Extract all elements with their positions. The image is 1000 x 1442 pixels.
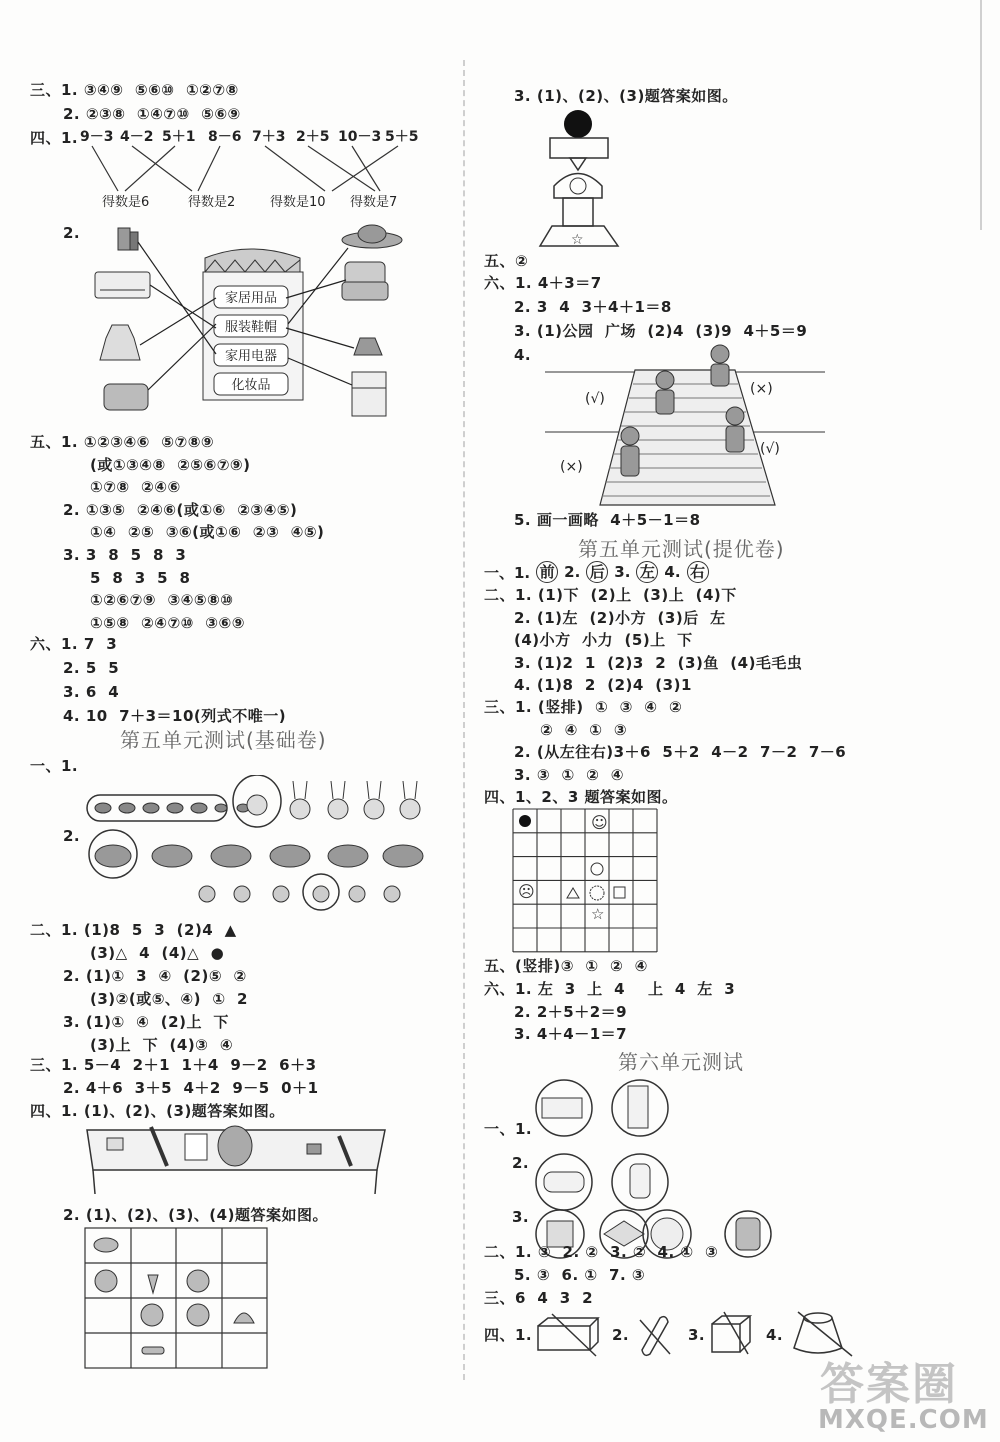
shop-label-2: 服装鞋帽 bbox=[224, 320, 278, 335]
adv-2-line-4: 3. (1)2 1 (2)3 2 (3)鱼 (4)毛毛虫 bbox=[514, 653, 803, 672]
expression-1: 9－3 bbox=[80, 129, 114, 145]
u5b-2-line-6: (3)上 下 (4)③ ④ bbox=[90, 1036, 234, 1054]
page-edge-shadow bbox=[980, 0, 982, 230]
stairs-picture bbox=[545, 340, 830, 508]
expression-matching-diagram bbox=[80, 126, 440, 216]
cut-cube-picture bbox=[708, 1310, 752, 1356]
unit6-title: 第六单元测试 bbox=[618, 1050, 744, 1074]
adv-3-line-1: 三、1. (竖排) ① ③ ④ ② bbox=[484, 698, 683, 716]
rabbit-icons bbox=[247, 781, 420, 819]
u5b-2-line-1: 二、1. (1)8 5 3 (2)4 ▲ bbox=[30, 921, 237, 939]
u6-3-line: 三、6 4 3 2 bbox=[484, 1289, 594, 1307]
puppy-icon bbox=[141, 1304, 163, 1326]
bee-icons bbox=[199, 886, 400, 902]
u6-1-1-prefix: 一、1. bbox=[484, 1120, 533, 1138]
u6-2-line-1: 二、1. ③ 2. ② 3. ② 4. ① ③ bbox=[484, 1243, 719, 1261]
blanket-icon bbox=[104, 384, 148, 410]
result-label-4: 得数是7 bbox=[350, 195, 398, 210]
adv-1-num-3: 3. bbox=[614, 563, 631, 581]
smiley-icon: ☺ bbox=[591, 813, 608, 832]
can-icon bbox=[736, 1218, 760, 1250]
sharpener-icon bbox=[307, 1144, 321, 1154]
result-label-1: 得数是6 bbox=[102, 195, 150, 210]
adv-1-prefix: 一、1. bbox=[484, 563, 531, 582]
animal-grid-picture bbox=[84, 1227, 270, 1371]
left-s5-line-8: ①②⑥⑦⑨ ③④⑤⑧⑩ bbox=[90, 591, 234, 610]
u5b-2-line-2: (3)△ 4 (4)△ ● bbox=[90, 944, 225, 962]
expression-row bbox=[80, 129, 418, 145]
r5-line: 五、② bbox=[484, 252, 529, 270]
can-picture bbox=[720, 1210, 780, 1262]
matching-lines bbox=[92, 146, 398, 191]
u5b-1-2-prefix: 2. bbox=[63, 827, 81, 845]
bone-icon bbox=[142, 1347, 164, 1354]
unit5-basic-title: 第五单元测试(基础卷) bbox=[120, 728, 327, 752]
air-conditioner-icon bbox=[95, 272, 150, 298]
u6-4-num-2: 2. bbox=[612, 1326, 630, 1344]
u5b-3-line-2: 2. 4＋6 3＋5 4＋2 9－5 0＋1 bbox=[63, 1079, 319, 1097]
black-dot-icon bbox=[519, 815, 531, 827]
stairs-mark-4: (×) bbox=[560, 459, 583, 475]
expression-4: 8－6 bbox=[208, 129, 242, 145]
ball-icon bbox=[564, 110, 592, 138]
expression-3: 5＋1 bbox=[162, 129, 196, 145]
adv-5-line: 五、(竖排)③ ① ② ④ bbox=[484, 957, 648, 975]
left-s5-line-7: 5 8 3 5 8 bbox=[90, 568, 191, 587]
cat-icon bbox=[95, 1270, 117, 1292]
adv-1-num-2: 2. bbox=[564, 563, 581, 581]
result-label-2: 得数是2 bbox=[188, 195, 236, 210]
left-s4-2-prefix: 2. bbox=[63, 224, 81, 242]
adv-6-line-3: 3. 4＋4－1＝7 bbox=[514, 1025, 628, 1043]
left-s5-line-4: 2. ①③⑤ ②④⑥(或①⑥ ②③④⑤) bbox=[63, 500, 298, 519]
u5b-4-2: 2. (1)、(2)、(3)、(4)题答案如图。 bbox=[63, 1206, 328, 1224]
adv-2-line-5: 4. (1)8 2 (2)4 (3)1 bbox=[514, 676, 692, 694]
adv-2-line-1: 二、1. (1)下 (2)上 (3)上 (4)下 bbox=[484, 586, 737, 604]
u6-1-3-prefix: 3. bbox=[512, 1208, 530, 1226]
position-grid bbox=[513, 809, 657, 952]
result-label-3: 得数是10 bbox=[270, 195, 326, 210]
hedgehog-icons bbox=[95, 845, 423, 867]
lipstick-icon bbox=[118, 228, 138, 250]
result-row bbox=[102, 194, 397, 210]
u6-1-2-prefix: 2. bbox=[512, 1154, 530, 1172]
hedgehog-bee-picture bbox=[85, 828, 425, 916]
u5b-4-1: 四、1. (1)、(2)、(3)题答案如图。 bbox=[30, 1102, 285, 1120]
expression-5: 7＋3 bbox=[252, 129, 286, 145]
expression-8: 5＋5 bbox=[385, 129, 419, 145]
cut-cylinder-picture bbox=[634, 1310, 674, 1360]
left-s5-line-3: ①⑦⑧ ②④⑥ bbox=[90, 478, 181, 497]
r6-line-2: 2. 3 4 3＋4＋1＝8 bbox=[514, 298, 672, 316]
carrot-rabbit-picture bbox=[85, 775, 425, 830]
stairs-mark-1: (√) bbox=[585, 391, 605, 407]
left-s5-line-1: 五、1. ①②③④⑥ ⑤⑦⑧⑨ bbox=[30, 433, 215, 451]
left-s4-1-prefix: 四、1. bbox=[30, 129, 79, 147]
eraser-icon bbox=[107, 1138, 123, 1150]
adv-2-line-2: 2. (1)左 (2)小方 (3)后 左 bbox=[514, 608, 726, 627]
adv-6-line-2: 2. 2＋5＋2＝9 bbox=[514, 1002, 628, 1021]
shop-label-3: 家用电器 bbox=[224, 349, 278, 364]
circle-icon bbox=[591, 863, 603, 875]
adv-4-line: 四、1、2、3 题答案如图。 bbox=[484, 788, 678, 806]
stairs-mark-2: (×) bbox=[750, 381, 773, 397]
shop-matching-picture bbox=[90, 220, 420, 420]
adv-1-answer-4: 右 bbox=[687, 561, 709, 583]
u6-4-num-4: 4. bbox=[766, 1326, 784, 1344]
notebook-icon bbox=[185, 1134, 207, 1160]
sad-face-icon: ☹ bbox=[518, 882, 535, 901]
adv-1-answer-1: 前 bbox=[536, 561, 558, 583]
cylinder-lying-icon bbox=[544, 1172, 584, 1192]
u5b-2-line-3: 2. (1)① 3 ④ (2)⑤ ② bbox=[63, 967, 247, 985]
monkey-icon bbox=[187, 1304, 209, 1326]
left-s6-line-4: 4. 10 7＋3＝10(列式不唯一) bbox=[63, 707, 287, 725]
smile-icon bbox=[570, 178, 586, 194]
left-s6-line-2: 2. 5 5 bbox=[63, 659, 120, 677]
cuboid-icon bbox=[542, 1098, 582, 1118]
u6-2-line-2: 5. ③ 6. ① 7. ③ bbox=[514, 1265, 646, 1284]
star-icon: ☆ bbox=[591, 905, 605, 923]
adv-3-line-4: 3. ③ ① ② ④ bbox=[514, 765, 624, 784]
left-s5-line-5: ①④ ②⑤ ③⑥(或①⑥ ②③ ④⑤) bbox=[90, 523, 325, 542]
watermark-logo: 答案圈 bbox=[820, 1359, 958, 1410]
shop-label-4: 化妆品 bbox=[231, 378, 271, 393]
u6-4-num-3: 3. bbox=[688, 1326, 706, 1344]
sun-icon bbox=[590, 886, 604, 900]
adv-1-num-4: 4. bbox=[664, 563, 681, 581]
watermark-url: MXQE.COM bbox=[818, 1405, 989, 1435]
adv-6-line-1: 六、1. 左 3 上 4 上 4 左 3 bbox=[484, 980, 736, 998]
left-s5-line-2: (或①③④⑧ ②⑤⑥⑦⑨) bbox=[90, 455, 251, 474]
r6-line-3: 3. (1)公园 广场 (2)4 (3)9 4＋5＝9 bbox=[514, 322, 808, 340]
r6-5-line: 5. 画一画略 4＋5－1＝8 bbox=[514, 511, 701, 529]
left-s3-2: 2. ②③⑧ ①④⑦⑩ ⑤⑥⑨ bbox=[63, 105, 241, 123]
carrot-icon bbox=[148, 1275, 158, 1293]
dress-icon bbox=[100, 325, 140, 360]
r6-line-4: 4. bbox=[514, 346, 532, 364]
grid-animal-icons bbox=[94, 1238, 254, 1354]
left-s6-line-3: 3. 6 4 bbox=[63, 683, 120, 701]
desk-items-picture bbox=[85, 1122, 395, 1197]
left-s6-line-1: 六、1. 7 3 bbox=[30, 635, 118, 653]
square-icon bbox=[614, 887, 625, 898]
adv-1-answer-2: 后 bbox=[586, 561, 608, 583]
adv-1-row bbox=[484, 560, 715, 584]
u5b-3-line-1: 三、1. 5－4 2＋1 1＋4 9－2 6＋3 bbox=[30, 1056, 317, 1074]
u6-4-prefix: 四、1. bbox=[484, 1326, 533, 1344]
cut-cuboid-picture bbox=[534, 1312, 604, 1360]
left-s5-line-9: ①⑤⑧ ②④⑦⑩ ③⑥⑨ bbox=[90, 613, 245, 632]
u5b-2-line-4: (3)②(或⑤、④) ① 2 bbox=[90, 990, 248, 1008]
adv-3-line-3: 2. (从左往右)3＋6 5＋2 4－2 7－2 7－6 bbox=[514, 743, 847, 761]
dog-icon bbox=[187, 1270, 209, 1292]
r6-line-1: 六、1. 4＋3＝7 bbox=[484, 274, 602, 292]
fridge-icon bbox=[352, 372, 386, 416]
left-s3-1: 三、1. ③④⑨ ⑤⑥⑩ ①②⑦⑧ bbox=[30, 81, 239, 99]
cylinder-standing-icon bbox=[630, 1164, 650, 1198]
left-s5-line-6: 3. 3 8 5 8 3 bbox=[63, 546, 187, 564]
column-divider bbox=[463, 60, 465, 1380]
unit5-adv-title: 第五单元测试(提优卷) bbox=[578, 537, 785, 561]
sofa-icon bbox=[342, 262, 388, 300]
r3-line: 3. (1)、(2)、(3)题答案如图。 bbox=[514, 87, 738, 105]
expression-6: 2＋5 bbox=[296, 129, 330, 145]
adv-3-line-2: ② ④ ① ③ bbox=[540, 720, 628, 739]
hat-icon bbox=[342, 225, 402, 248]
triangle-icon bbox=[567, 888, 579, 898]
schoolbag-icon bbox=[218, 1126, 252, 1166]
mushroom-icon bbox=[234, 1313, 254, 1323]
u5b-2-line-5: 3. (1)① ④ (2)上 下 bbox=[63, 1013, 229, 1031]
position-grid-picture bbox=[512, 808, 662, 954]
shop-label-1: 家居用品 bbox=[224, 291, 278, 306]
u5b-1-1-prefix: 一、1. bbox=[30, 757, 79, 775]
shape-tower-picture bbox=[538, 106, 628, 250]
vase-icon bbox=[354, 338, 382, 355]
stairs-mark-3: (√) bbox=[760, 441, 780, 457]
expression-7: 10－3 bbox=[338, 129, 382, 145]
star-icon: ☆ bbox=[571, 232, 584, 248]
adv-2-line-3: (4)小方 小力 (5)上 下 bbox=[514, 631, 693, 649]
expression-2: 4－2 bbox=[120, 129, 154, 145]
fish-icon bbox=[94, 1238, 118, 1252]
tall-cuboid-icon bbox=[628, 1086, 648, 1128]
adv-1-answer-3: 左 bbox=[636, 561, 658, 583]
